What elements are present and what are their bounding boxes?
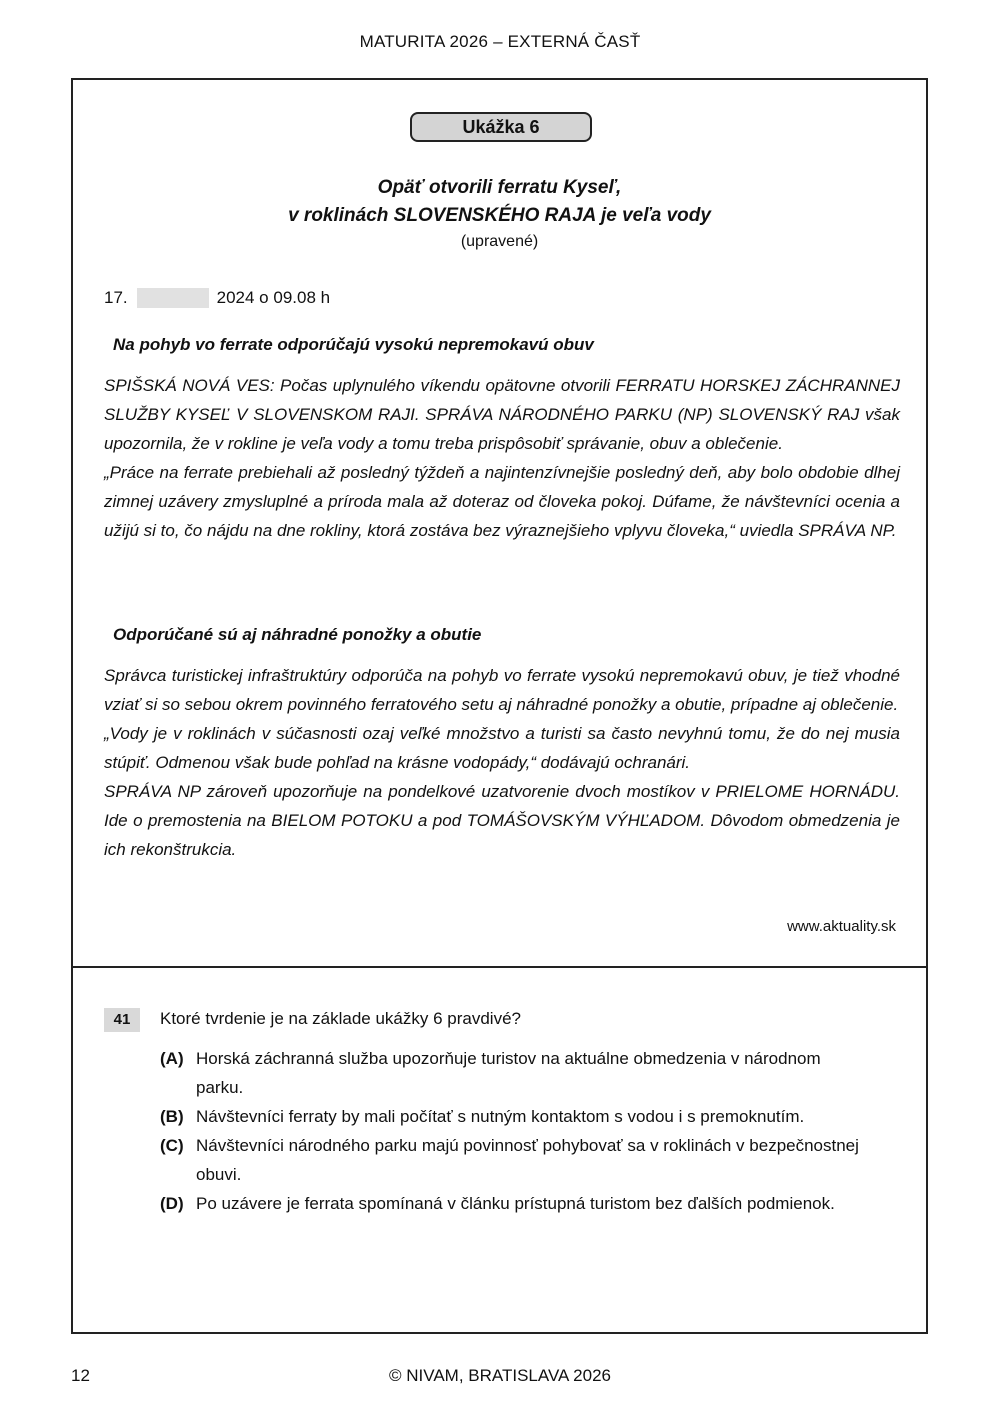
option-text: Návštevníci ferraty by mali počítať s nutným kontaktom s vodou i s premoknutím. (196, 1107, 805, 1126)
answer-options (160, 1044, 860, 1218)
option-letter: (A) (160, 1049, 184, 1068)
question-text: Ktoré tvrdenie je na základe ukážky 6 pravdivé? (160, 1009, 521, 1028)
section-1-heading: Na pohyb vo ferrate odporúčajú vysokú nepremokavú obuv (113, 335, 594, 354)
paragraph: SPRÁVA NP zároveň upozorňuje na pondelkové uzatvorenie dvoch mostíkov v PRIELOME HORNÁDU. Ide o premostenia na BIELOM POTOKU a pod TOMÁŠOVSKÝM VÝHĽADOM. Dôvodom obmedzenia je ich rekonštrukcia. (104, 782, 900, 859)
option-text: Návštevníci národného parku majú povinnosť pohybovať sa v roklinách v bezpečnostnej obuvi. (196, 1136, 859, 1184)
article-title-line-1: Opäť otvorili ferratu Kyseľ, (377, 177, 622, 198)
option-letter: (B) (160, 1107, 184, 1126)
section-2-heading: Odporúčané sú aj náhradné ponožky a obutie (113, 625, 482, 644)
section-divider (73, 966, 926, 968)
option-text: Po uzávere je ferrata spomínaná v článku prístupná turistom bez ďalších podmienok. (196, 1194, 835, 1213)
article-subtitle: (upravené) (460, 233, 539, 250)
question-number: 41 (104, 1008, 140, 1032)
option-letter: (D) (160, 1194, 184, 1213)
date-rest: 2024 o 09.08 h (216, 288, 331, 307)
option-letter: (C) (160, 1136, 184, 1155)
sample-badge: Ukážka 6 (410, 112, 592, 142)
article-title-line-2: v roklinách SLOVENSKÉHO RAJA je veľa vody (288, 205, 711, 226)
answer-option-d (160, 1189, 860, 1218)
paragraph: Správca turistickej infraštruktúry odporúča na pohyb vo ferrate vysokú nepremokavú obuv, je tiež vhodné vziať si so sebou okrem povinného ferratového setu aj náhradné ponožky a obutie, prípadne aj oblečenie. (104, 666, 900, 714)
redacted-month (137, 288, 209, 308)
exam-frame (71, 78, 928, 1334)
date-day: 17. (104, 288, 128, 307)
answer-option-c (160, 1131, 860, 1189)
paragraph: „Práce na ferrate prebiehali až posledný týždeň a najintenzívnejšie posledný deň, aby bolo obdobie dlhej zimnej uzávery zmysluplné a príroda mala až doteraz od človeka pokoj. Dúfame, že návštevníci ocenia a užijú si to, čo nájdu na dne rokliny, ktorá zostáva bez výraznejšieho vplyvu človeka,“ uviedla SPRÁVA NP. (104, 463, 900, 540)
page-number: 12 (71, 1366, 90, 1385)
option-text: Horská záchranná služba upozorňuje turistov na aktuálne obmedzenia v národnom parku. (196, 1049, 821, 1097)
paragraph: „Vody je v roklinách v súčasnosti ozaj veľké množstvo a turisti sa často nevyhnú tomu, že do nej musia stúpiť. Odmenou však bude pohľad na krásne vodopády,“ dodávajú ochranári. (104, 724, 900, 772)
article-title (73, 174, 926, 230)
answer-option-b (160, 1102, 860, 1131)
copyright: © NIVAM, BRATISLAVA 2026 (389, 1366, 611, 1385)
answer-option-a (160, 1044, 860, 1102)
article-dateline (104, 288, 330, 308)
section-2-body (104, 661, 900, 864)
page-header: MATURITA 2026 – EXTERNÁ ČASŤ (359, 32, 641, 51)
article-source: www.aktuality.sk (787, 918, 896, 935)
paragraph: SPIŠSKÁ NOVÁ VES: Počas uplynulého víkendu opätovne otvorili FERRATU HORSKEJ ZÁCHRANNEJ SLUŽBY KYSEĽ V SLOVENSKOM RAJI. SPRÁVA NÁRODNÉHO PARKU (NP) SLOVENSKÝ RAJ však upozornila, že v rokline je veľa vody a tomu treba prispôsobiť správanie, obuv a oblečenie. (104, 376, 900, 453)
section-1-body (104, 371, 900, 545)
